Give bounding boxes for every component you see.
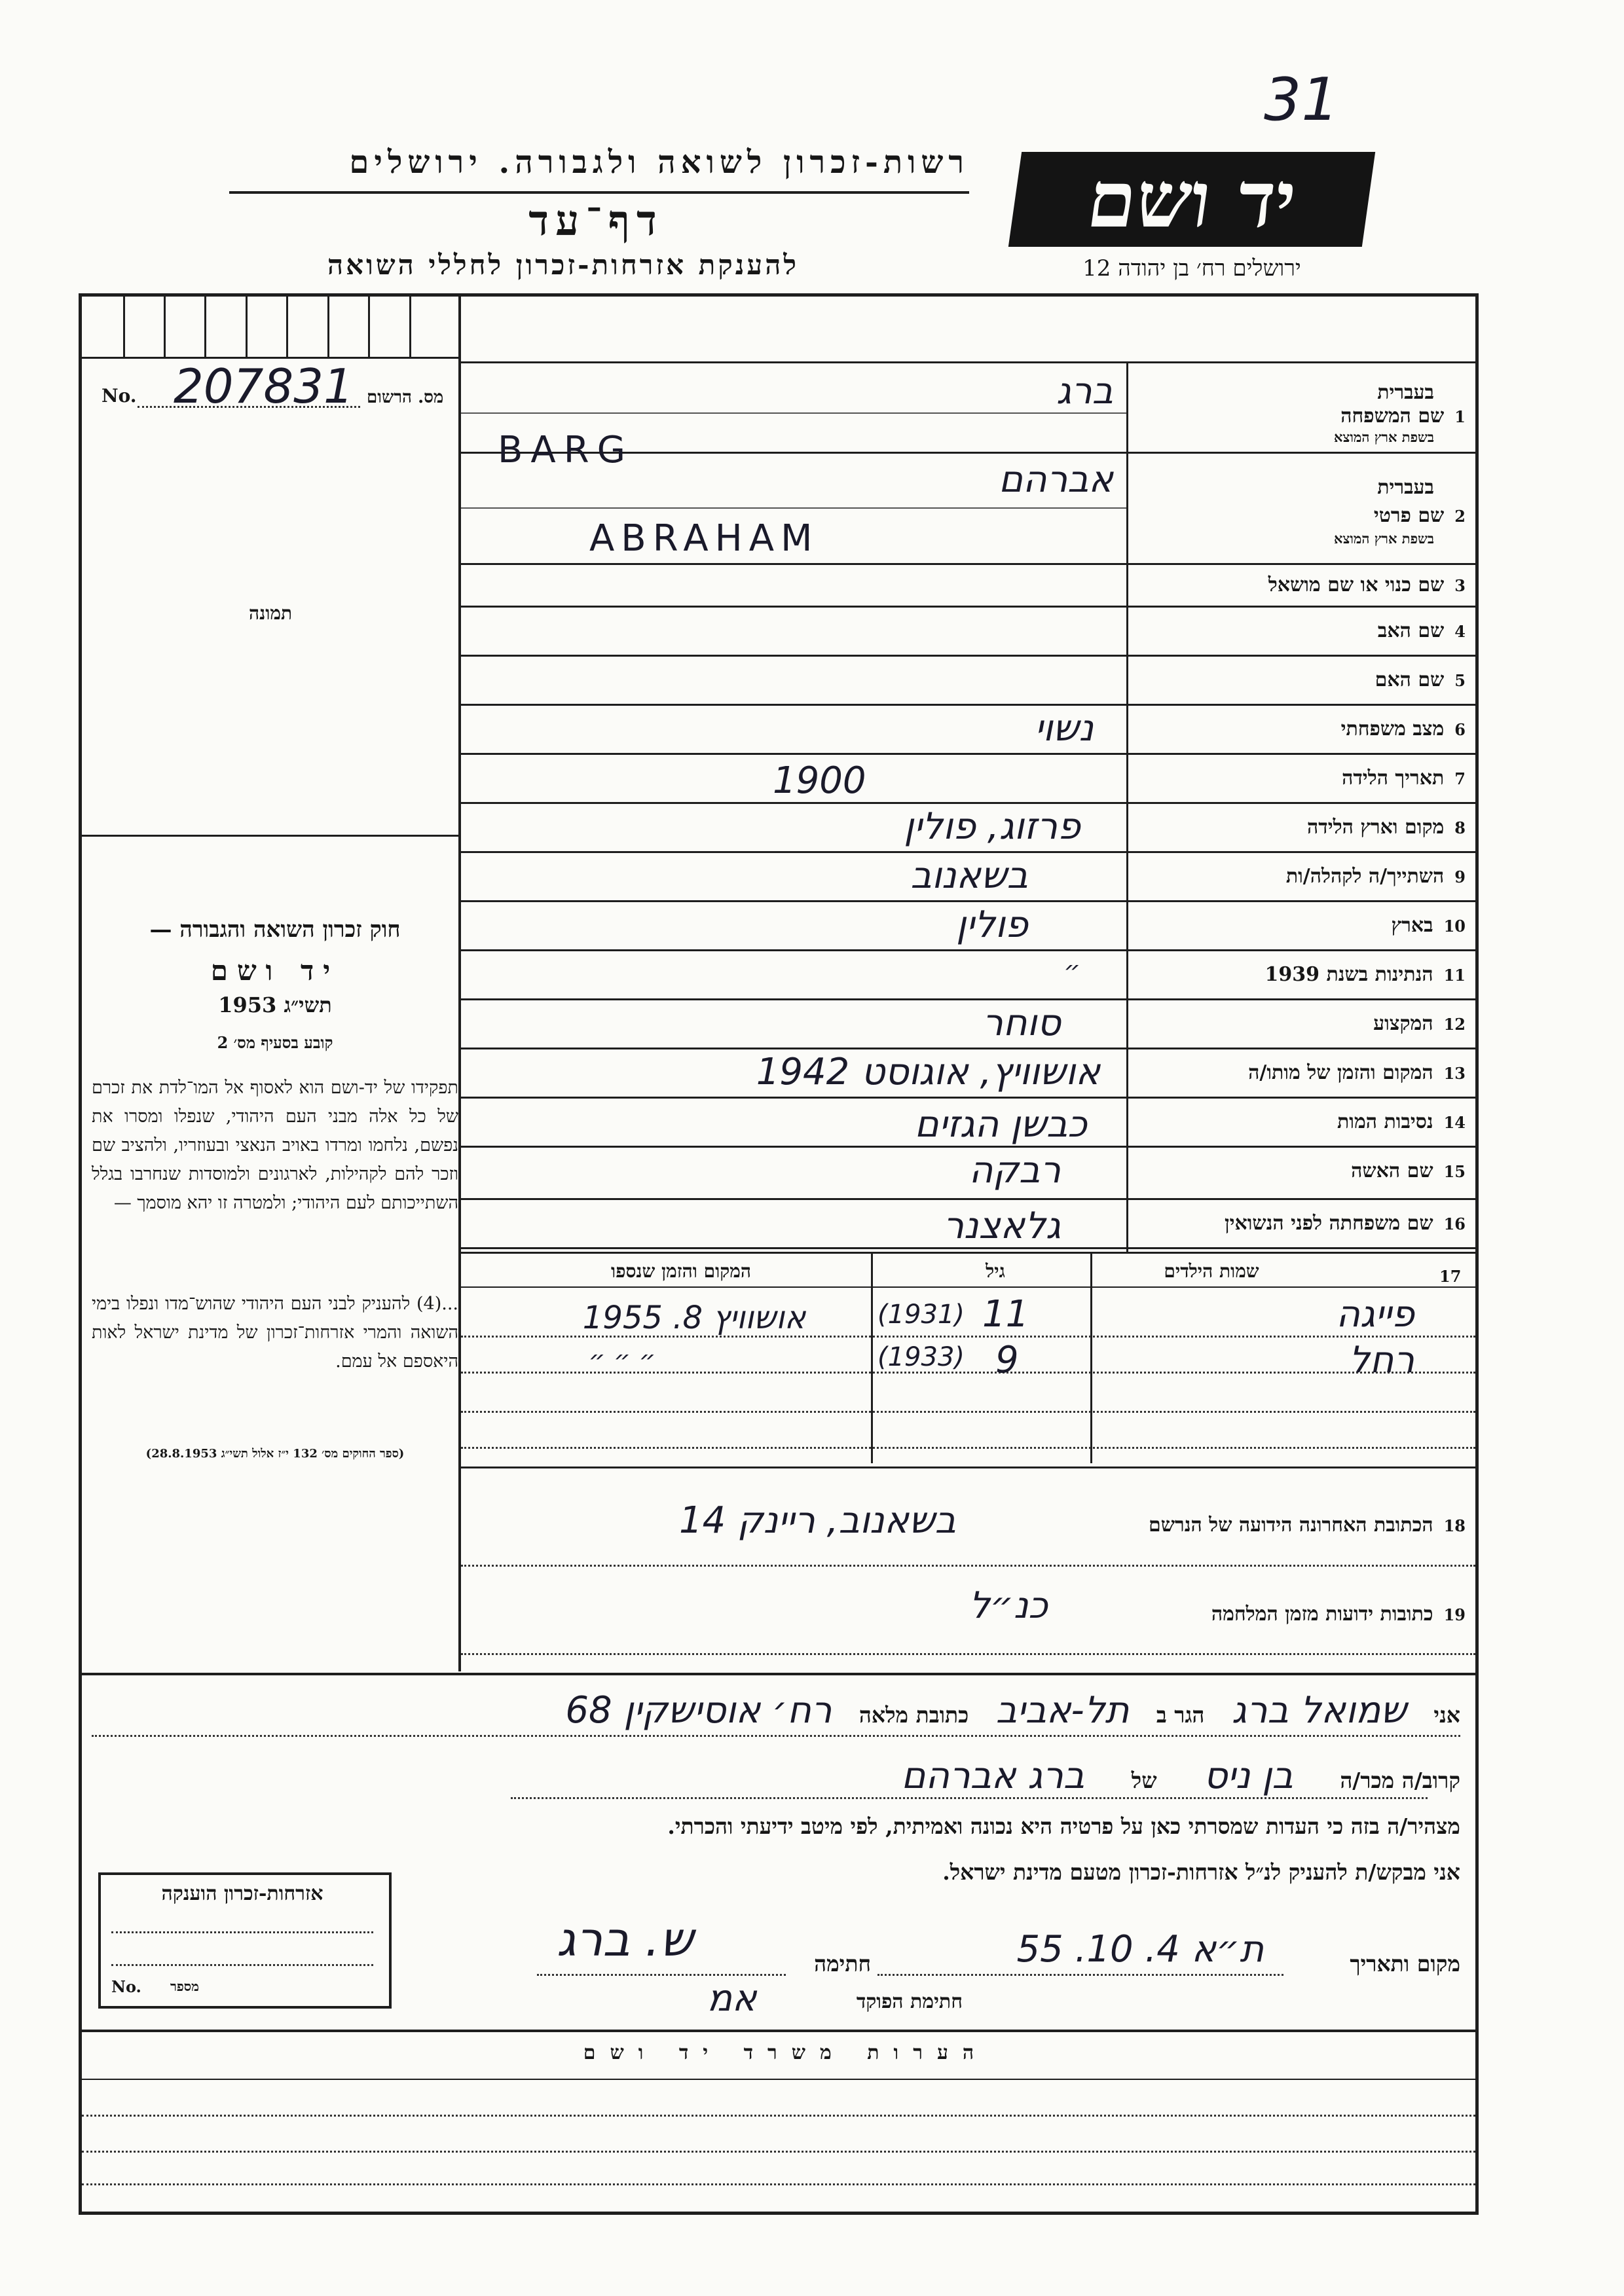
office-notes-line xyxy=(82,2151,1475,2153)
officer-signature-label: חתימת הפוקד xyxy=(856,1990,963,2013)
children-row-line xyxy=(461,1411,1475,1413)
law-year: תשי״ג 1953 xyxy=(218,993,332,1017)
row-rule xyxy=(461,1198,1475,1200)
field-18-value: בשאנוב, ריינק 14 xyxy=(678,1499,956,1542)
child-2-place-time: ״ ״ ״ xyxy=(588,1345,656,1376)
field-7-label: 7תאריך הלידה xyxy=(1342,767,1466,790)
children-col-divider xyxy=(871,1254,873,1463)
yad-vashem-logo: יד ושם xyxy=(1008,152,1375,247)
row-rule xyxy=(461,851,1475,853)
stamp-box-line xyxy=(111,1931,373,1933)
declaration-statement: מצהיר/ה בזה כי העדות שמסרתי כאן על פרטיה היא נכונה ואמיתית, לפי מיטב ידיעתי והכרתי. xyxy=(667,1813,1460,1839)
field-5-label: 5שם האם xyxy=(1375,668,1466,691)
stamp-box-line xyxy=(111,1964,373,1966)
field-1-value-hebrew: ברג xyxy=(1056,370,1113,412)
children-col-age: גיל xyxy=(986,1260,1005,1282)
field-13-label: 13המקום והזמן של מותו/ה xyxy=(1248,1061,1466,1084)
row-rule xyxy=(461,900,1475,902)
children-header-rule xyxy=(461,1286,1475,1288)
field-4-label: 4שם האב xyxy=(1377,619,1466,642)
field-16-value: גלאצנר xyxy=(943,1205,1061,1247)
children-col-divider xyxy=(1090,1254,1092,1463)
children-table-top xyxy=(461,1252,1475,1254)
signature-label: חתימה xyxy=(814,1951,871,1977)
office-notes-line xyxy=(82,2115,1475,2117)
child-1-born: (1931) xyxy=(877,1300,965,1330)
officer-signature: אמ xyxy=(707,1977,757,2020)
field-19-line xyxy=(461,1653,1475,1655)
declaration-line-1: אני שמואל ברג הגר ב תל-אביב כתובת מלאה רח׳ אוסישקין 68 xyxy=(565,1689,1460,1732)
declaration-line-2-dots xyxy=(511,1797,1428,1799)
field-1-label: 1שם המשפחה xyxy=(1340,405,1466,428)
field-2-sub-origin: בשפת ארץ המוצא xyxy=(1334,530,1434,547)
frame-left xyxy=(79,293,82,2215)
row-rule xyxy=(461,1146,1475,1148)
field-10-label: 10בארץ xyxy=(1391,914,1466,937)
row-rule xyxy=(461,1247,1475,1249)
field-8-label: 8מקום וארץ הלידה xyxy=(1307,816,1466,839)
place-date-value: ת״א 4. 10. 55 xyxy=(1016,1928,1264,1971)
field-12-value: סוחר xyxy=(982,1002,1061,1044)
row-rule xyxy=(461,998,1475,1000)
frame-bottom xyxy=(79,2212,1479,2215)
corner-note: 31 xyxy=(1264,65,1339,134)
field-3-label: 3שם כנוי או שם מושאל xyxy=(1268,574,1466,596)
column-divider xyxy=(458,297,461,1671)
field-11-label: 11הנתינות בשנת 1939 xyxy=(1264,963,1466,986)
law-title: חוק זכרון השואה והגבורה — xyxy=(149,917,401,943)
field-19-value: כנ״ל xyxy=(969,1584,1048,1627)
form-title: דף־עד xyxy=(528,196,663,246)
tick-divider xyxy=(246,297,248,357)
tick-divider xyxy=(368,297,370,357)
declarant-city: תל-אביב xyxy=(995,1689,1130,1732)
children-col-place: המקום והזמן שנספו xyxy=(611,1260,751,1282)
reg-no-value: 207831 xyxy=(174,359,354,414)
field-1-value-latin: BARG xyxy=(498,429,634,471)
row-rule xyxy=(461,753,1475,755)
section-rule xyxy=(461,1467,1475,1468)
field-2-sub-hebrew: בעברית xyxy=(1377,476,1434,499)
fields-top-rule xyxy=(458,361,1475,363)
reg-no-dots xyxy=(138,406,360,408)
office-notes-line xyxy=(82,2183,1475,2185)
field-2-value-hebrew: אברהם xyxy=(998,458,1113,501)
declaration-line-1-dots xyxy=(92,1735,1460,1737)
child-1-age: 11 xyxy=(982,1293,1029,1336)
field-2-split xyxy=(461,507,1126,509)
child-1-name: פייגה xyxy=(1336,1293,1414,1336)
row-rule xyxy=(461,949,1475,951)
field-15-value: רבקה xyxy=(969,1149,1061,1192)
law-source: (ספר החוקים מס׳ 132 י״ז אלול תשי״ג 28.8.1953) xyxy=(145,1447,405,1461)
tick-divider xyxy=(123,297,125,357)
field-16-label: 16שם משפחתה לפני הנשואין xyxy=(1224,1212,1466,1235)
signature-dots xyxy=(537,1974,786,1976)
frame-right xyxy=(1475,293,1479,2215)
law-name: יד ושם xyxy=(210,955,340,987)
photo-box-bottom xyxy=(82,835,458,837)
row-rule xyxy=(461,1097,1475,1099)
stamp-box-no-en: No. xyxy=(111,1977,141,1996)
row-rule xyxy=(461,655,1475,657)
tick-divider xyxy=(409,297,411,357)
field-11-value: ״ xyxy=(1063,956,1080,986)
field-2-label: 2שם פרטי xyxy=(1373,504,1466,527)
child-2-born: (1933) xyxy=(877,1342,965,1372)
field-6-value: נשוי xyxy=(1035,707,1094,750)
reg-no-label-he: מס. הרשום xyxy=(367,388,444,407)
victim-name-declared: ברג אברהם xyxy=(901,1755,1085,1797)
child-2-age: 9 xyxy=(995,1339,1019,1381)
field-9-label: 9השתייך/ה לקהלה/ות xyxy=(1285,865,1466,888)
field-15-label: 15שם האשה xyxy=(1351,1159,1466,1182)
tick-divider xyxy=(286,297,288,357)
stamp-box-no-he: מספר xyxy=(170,1978,199,1994)
children-col-names: שמות הילדים xyxy=(1164,1260,1259,1282)
tick-divider xyxy=(204,297,206,357)
children-num: 17 xyxy=(1439,1267,1462,1286)
place-date-dots xyxy=(877,1974,1283,1976)
row-rule xyxy=(461,802,1475,804)
office-notes-title: הערות משרד יד ושם xyxy=(583,2041,989,2064)
photo-label: תמונה xyxy=(249,602,293,624)
row-rule xyxy=(461,1048,1475,1049)
law-text: תפקידו של יד-ושם הוא לאסוף אל המו־לדת את זכרם של כל אלה מבני העם היהודי, שנפלו ומסרו את נפשם, נלחמו ומרדו באויב הנאצי ובעוזריו, ולהציב שם וזכר להם לקהילות, לארגונים ולמוסדות שנחרבו בגלל השתייכותם לעם היהודי; ולמטרה זו יהא מוסמך — xyxy=(92,1078,458,1213)
field-18-label: 18הכתובת האחרונה הידועה של הנרשם xyxy=(1149,1514,1466,1537)
place-date-label: מקום ותאריך xyxy=(1350,1951,1460,1977)
logo-address: ירושלים רח׳ בן יהודה 12 xyxy=(1082,255,1301,282)
office-notes-top-rule xyxy=(82,2030,1475,2032)
office-notes-rule xyxy=(82,2079,1475,2080)
field-2-value-latin: ABRAHAM xyxy=(589,517,819,560)
declarant-address: רח׳ אוסישקין 68 xyxy=(565,1689,832,1732)
row-rule xyxy=(461,704,1475,706)
declarant-relation: בן ניס xyxy=(1204,1755,1293,1797)
field-8-value: פרזוג, פולין xyxy=(904,805,1080,848)
tick-divider xyxy=(327,297,329,357)
declaration-top-rule xyxy=(82,1673,1475,1675)
tick-divider xyxy=(164,297,166,357)
signature: ש. ברג xyxy=(557,1912,693,1967)
field-9-value: בשאנוב xyxy=(910,854,1028,897)
declarant-name: שמואל ברג xyxy=(1231,1689,1407,1732)
law-text-clause-4: ...(4) להעניק לבני העם היהודי שהוש־מדו ונפלו בימי השואה והמרי אזרחות־זכרון של מדינת ישראל לאות היאספם אל עמם. xyxy=(92,1294,458,1372)
field-13-value: אושוויץ, אוגוסט 1942 xyxy=(756,1051,1100,1093)
children-row-line xyxy=(461,1447,1475,1449)
row-rule xyxy=(461,606,1475,608)
row-rule xyxy=(461,563,1475,565)
field-14-value: כבשן הגזים xyxy=(914,1103,1087,1146)
field-10-value: פולין xyxy=(956,903,1028,946)
stamp-box-title: אזרחות-זכרון הוענקה xyxy=(161,1882,323,1905)
header-rule xyxy=(229,191,969,194)
field-19-label: 19כתובות ידועות מזמן המלחמה xyxy=(1211,1603,1466,1626)
frame-top xyxy=(79,293,1479,297)
field-18-line xyxy=(461,1565,1475,1567)
declaration-line-2: קרוב/ה מכר/ה בן ניס של ברג אברהם xyxy=(901,1755,1460,1797)
child-1-place-time: אושוויץ 8. 1955 xyxy=(582,1300,806,1336)
declaration-request: אני מבקש/ת להעניק לנ״ל אזרחות-זכרון מטעם מדינת ישראל. xyxy=(942,1859,1460,1885)
field-1-sub-origin: בשפת ארץ המוצא xyxy=(1334,429,1434,445)
authority-name: רשות-זכרון לשואה ולגבורה. ירושלים xyxy=(349,144,969,181)
field-1-split xyxy=(461,412,1126,414)
field-12-label: 12המקצוע xyxy=(1373,1012,1466,1035)
field-1-sub-hebrew: בעברית xyxy=(1377,381,1434,404)
child-2-name: רחל xyxy=(1348,1339,1414,1381)
reg-no-label-en: No. xyxy=(101,385,137,407)
field-14-label: 14נסיבות המות xyxy=(1337,1110,1466,1133)
field-7-value: 1900 xyxy=(773,759,866,802)
field-6-label: 6מצב משפחתי xyxy=(1340,718,1466,740)
form-subtitle: להענקת אזרחות-זכרון לחללי השואה xyxy=(327,249,800,281)
law-section: קובע בסעיף מס׳ 2 xyxy=(217,1033,333,1052)
